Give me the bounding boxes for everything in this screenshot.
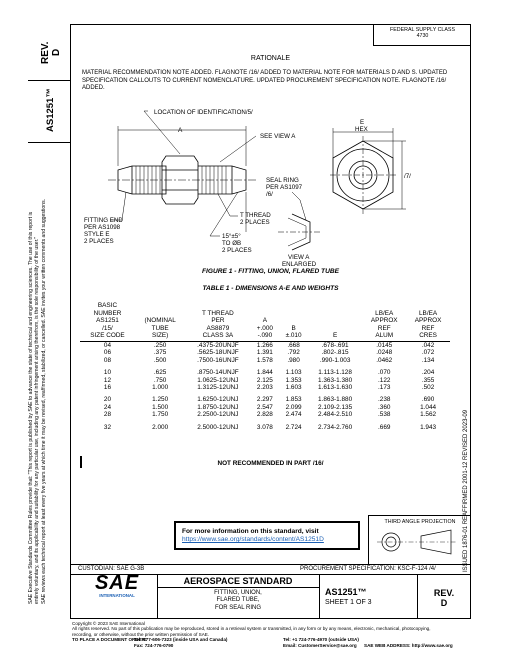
- figure-caption: FIGURE 1 - FITTING, UNION, FLARED TUBE: [201, 268, 339, 275]
- table-cell: 1.863-1.880: [318, 396, 353, 404]
- table-cell: 2.2500-12UNJ: [197, 411, 239, 419]
- table-cell: .4375-20UNJF: [197, 341, 239, 349]
- disclaimer-line-1: SAE Executive Standards Committee Rules provide that: "This report is published by SAE to advance the state of technical and engineering sciences. The use of this report is: [28, 211, 34, 604]
- fsc-number: 4730: [416, 33, 429, 40]
- table-cell: 2.109-2.135: [318, 403, 353, 411]
- table-cell: 1.113-1.128: [318, 369, 352, 377]
- footer-rev-label: REV.: [433, 588, 455, 598]
- header-line: T THREAD: [202, 309, 234, 317]
- rev-header-vertical: [40, 42, 62, 64]
- fitting-description: [157, 590, 319, 612]
- footer-top-line: [70, 564, 471, 565]
- table-cell: 1.844: [256, 369, 273, 377]
- table-cell: 1.943: [420, 423, 437, 431]
- copyright-line-2: All rights reserved. No part of this publication may be reproduced, stored in a retrieval system or transmitted, in any form or by any means, electronic, mechanical, photocopying,: [72, 626, 431, 632]
- header-line: PER: [211, 317, 225, 325]
- table-cell: 1.250: [152, 396, 169, 404]
- table-cell: .173: [378, 384, 391, 391]
- header-line: REF: [377, 324, 391, 332]
- table-cell: 2.547: [256, 403, 273, 411]
- fsc-label: FEDERAL SUPPLY CLASS: [390, 27, 455, 33]
- table-cell: 1.6250-12UNJ: [197, 396, 239, 404]
- table-cell: .668: [287, 341, 300, 349]
- disclaimer-line-2: entirely voluntary, and its applicability and suitability for any particular use, including any patent infringement arising therefrom, is the sole responsibility of the user.": [34, 236, 41, 604]
- header-line: CLASS 3A: [202, 332, 234, 340]
- table-header-cell: [185, 302, 250, 341]
- table-cell: .8750-14UNJF: [197, 369, 239, 377]
- table-row: [80, 391, 450, 403]
- view-a-line-2: ENLARGED: [282, 261, 317, 268]
- sae-logo-sub: INTERNATIONAL: [99, 593, 135, 598]
- dim-a-label: A: [178, 127, 183, 134]
- table-cell: 06: [103, 349, 112, 357]
- header-line: /15/: [102, 324, 113, 332]
- dimensions-table: [80, 302, 450, 431]
- table-cell: .7500-16UNJF: [197, 356, 239, 364]
- rev-box-divider: [28, 80, 70, 81]
- table-cell: 1.363-1.380: [318, 376, 353, 384]
- header-line: APPROX: [370, 317, 398, 325]
- table-cell: 1.266: [256, 341, 273, 349]
- table-header-cell: [80, 302, 135, 341]
- table-row: [80, 404, 450, 411]
- table-cell: 32: [103, 423, 112, 431]
- table-header-cell: [308, 302, 362, 341]
- table-cell: .355: [421, 376, 435, 384]
- header-line: E: [332, 332, 338, 340]
- header-line: (NOMINAL: [144, 317, 176, 325]
- table-cell: .360: [378, 403, 391, 411]
- table-cell: .538: [378, 411, 391, 419]
- header-line: APPROX: [414, 317, 442, 325]
- header-line: REF: [421, 324, 435, 332]
- header-line: AS8879: [206, 324, 230, 332]
- table-header-cell: [362, 302, 406, 341]
- third-angle-box: [368, 515, 471, 564]
- table-cell: .134: [421, 356, 435, 364]
- table-cell: .0462: [376, 356, 393, 364]
- header-line: TUBE: [151, 324, 169, 332]
- table-cell: .802-.815: [321, 349, 349, 357]
- table-header-cell: [406, 302, 450, 341]
- table-cell: .122: [378, 376, 391, 384]
- table-cell: .990-1.003: [319, 356, 351, 364]
- third-angle-label: THIRD ANGLE PROJECTION: [384, 519, 456, 525]
- table-cell: .750: [153, 376, 167, 384]
- table-header-cell: [279, 302, 308, 341]
- tel-outside: Tel: +1 724-776-4970 (outside USA): [283, 637, 359, 642]
- fax: Fax: 724-776-0790: [134, 643, 174, 648]
- sheet-number: SHEET 1 OF 3: [325, 599, 372, 606]
- dim-e-label: E: [360, 119, 365, 126]
- header-line: NUMBER: [93, 309, 122, 317]
- copyright-line-1: Copyright © 2023 SAE International: [72, 621, 145, 626]
- header-line: CRES: [419, 332, 437, 340]
- table-row: [80, 364, 450, 376]
- table-cell: 2.125: [256, 376, 273, 384]
- angle-line-1: 15°±5°: [222, 233, 241, 240]
- t-thread-line-1: T THREAD: [240, 212, 271, 219]
- custodian: CUSTODIAN: SAE G-3B: [78, 566, 145, 572]
- sae-disclaimer-vertical: [28, 199, 47, 604]
- t-thread-line-2: 2 PLACES: [240, 219, 270, 226]
- copyright-block: [72, 621, 482, 637]
- table-cell: 2.484-2.510: [318, 411, 353, 419]
- table-cell: 20: [103, 396, 112, 404]
- table-cell: .0145: [376, 341, 393, 349]
- table-cell: 16: [103, 384, 112, 391]
- table-body: [80, 341, 450, 431]
- desc-line-2: FLARED TUBE,: [216, 597, 260, 604]
- seal-ring-line-3: /6/: [266, 191, 273, 198]
- table-row: [80, 349, 450, 356]
- desc-line-3: FOR SEAL RING: [214, 604, 262, 611]
- header-line: SIZE CODE: [90, 332, 125, 340]
- not-recommended-note: NOT RECOMMENDED IN PART /16/: [217, 460, 324, 467]
- table-cell: 1.391: [256, 349, 273, 357]
- table-cell: .042: [421, 341, 435, 349]
- footer-doc-number: AS1251™: [325, 587, 367, 597]
- header-line: -.090: [257, 332, 273, 340]
- header-line: LB/EA: [375, 309, 394, 317]
- location-id-label: LOCATION OF IDENTIFICATION/5/: [154, 109, 253, 116]
- table-cell: 04: [103, 341, 112, 349]
- sae-logo-text: SAE: [94, 572, 140, 594]
- table-cell: 12: [103, 376, 112, 384]
- table-cell: 1.0625-12UNJ: [197, 376, 239, 384]
- table-cell: 2.297: [256, 396, 273, 404]
- table-row: [80, 357, 450, 364]
- more-info-heading: For more information on this standard, visit: [182, 528, 319, 535]
- table-cell: 2.474: [285, 411, 302, 419]
- header-line: LB/EA: [419, 309, 438, 317]
- header-line: ±.010: [285, 332, 302, 340]
- fitting-drawing: [70, 96, 471, 268]
- rev-label: REV.: [40, 41, 51, 64]
- table-row: [80, 419, 450, 431]
- table-header-row: [80, 302, 450, 341]
- header-line: A: [262, 317, 267, 325]
- issue-dates-vertical: ISSUED 1876-01 REAFFIRMED 2001-12 REVISED 2023-09: [463, 409, 469, 572]
- table-cell: 1.613-1.630: [318, 384, 353, 391]
- header-line: B: [291, 324, 296, 332]
- table-cell: .250: [153, 341, 167, 349]
- table-cell: 1.562: [420, 411, 437, 419]
- fitting-end-line-4: 2 PLACES: [84, 238, 114, 245]
- hex-label: HEX: [355, 126, 368, 133]
- table-cell: .625: [153, 369, 167, 377]
- table-cell: .238: [378, 396, 391, 404]
- fsc-box: [373, 24, 471, 46]
- header-line: AS1251: [96, 317, 119, 325]
- table-caption: TABLE 1 - DIMENSIONS A-E AND WEIGHTS: [202, 285, 339, 292]
- table-cell: .0248: [376, 349, 393, 357]
- seal-ring-line-2: PER AS1097: [266, 184, 303, 191]
- table-cell: 2.000: [152, 423, 169, 431]
- table-cell: .5625-18UNJF: [197, 349, 239, 357]
- header-line: SIZE): [151, 332, 169, 340]
- table-header-cell: [135, 302, 185, 341]
- table-cell: 2.828: [256, 411, 273, 419]
- table-cell: 1.500: [152, 403, 169, 411]
- table-cell: .072: [421, 349, 435, 357]
- table-cell: .980: [287, 356, 300, 364]
- table-row: [80, 341, 450, 349]
- table-cell: 1.044: [420, 403, 437, 411]
- table-row: [80, 384, 450, 391]
- table-cell: 1.750: [152, 411, 169, 419]
- header-line: BASIC: [97, 302, 118, 309]
- table-cell: .204: [421, 369, 435, 377]
- header-line: ALUM: [375, 332, 394, 340]
- table-cell: 2.203: [256, 384, 273, 391]
- table-cell: .502: [421, 384, 435, 391]
- table-cell: 2.5000-12UNJ: [197, 423, 239, 431]
- table-cell: .375: [153, 349, 167, 357]
- table-cell: 2.099: [285, 403, 302, 411]
- table-cell: .669: [378, 423, 391, 431]
- doc-box-divider: [28, 142, 70, 143]
- more-info-link[interactable]: https://www.sae.org/standards/content/AS1251D: [182, 536, 324, 543]
- title-underline: [157, 587, 319, 588]
- table-cell: 2.724: [285, 423, 302, 431]
- table-cell: 1.578: [256, 356, 273, 364]
- header-line: +.000: [256, 324, 273, 332]
- web-address[interactable]: SAE WEB ADDRESS: http://www.sae.org: [364, 643, 453, 648]
- fitting-end-line-3: STYLE E: [84, 231, 110, 238]
- view-a-line-1: VIEW A: [288, 254, 310, 261]
- email[interactable]: Email: CustomerService@sae.org: [283, 643, 357, 648]
- table-cell: 2.734-2.760: [318, 423, 353, 431]
- table-cell: 1.603: [285, 384, 302, 391]
- footer-divider-2: [319, 574, 320, 619]
- table-cell: .678-.691: [321, 341, 349, 349]
- table-cell: .792: [287, 349, 300, 357]
- fitting-end-line-2: PER AS1098: [84, 224, 121, 231]
- table-cell: 1.000: [152, 384, 169, 391]
- table-cell: 1.853: [285, 396, 302, 404]
- table-cell: 10: [103, 369, 112, 377]
- table-row: [80, 411, 450, 418]
- more-info-box: [174, 521, 360, 550]
- doc-number-vertical: AS1251™: [45, 88, 56, 132]
- third-angle-symbol: [369, 525, 470, 559]
- angle-line-3: 2 PLACES: [222, 247, 252, 254]
- table-cell: .070: [378, 369, 391, 377]
- table-cell: 1.8750-12UNJ: [197, 403, 239, 411]
- see-view-a-label: SEE VIEW A: [260, 133, 296, 140]
- angle-line-2: TO ØB: [222, 240, 242, 247]
- dim-7-label: /7/: [404, 173, 411, 180]
- tel-us: Tel: 877-606-7323 (inside USA and Canada): [134, 637, 228, 642]
- table-cell: 1.353: [285, 376, 302, 384]
- rev-value: D: [51, 48, 62, 56]
- fitting-end-line-1: FITTING END: [84, 217, 123, 224]
- desc-line-1: FITTING, UNION,: [214, 590, 262, 596]
- table-cell: 1.103: [285, 369, 302, 377]
- table-row: [80, 377, 450, 384]
- sae-logo: [86, 573, 148, 603]
- footer-rev-box: [417, 588, 471, 608]
- rationale-body: MATERIAL RECOMMENDATION NOTE ADDED. FLAGNOTE /16/ ADDED TO MATERIAL NOTE FOR MATERIALS D AND S. UPDATED SPECIFICATION CALLOUTS TO CURRENT NOMENCLATURE. UPDATED PROCUREMENT SPECIFICATION NOTE. FLAGNOTE /16/ ADDED.: [82, 70, 448, 92]
- seal-ring-line-1: SEAL RING: [266, 177, 299, 184]
- rationale-title: RATIONALE: [250, 55, 291, 62]
- aerospace-standard-title: AEROSPACE STANDARD: [183, 576, 293, 586]
- disclaimer-line-3: SAE reviews each technical report at least every five years at which time it may be revised, reaffirmed, stabilized, or cancelled. SAE invites your written comments and suggestions.: [40, 198, 47, 604]
- table-cell: .500: [153, 356, 167, 364]
- procurement-spec: PROCUREMENT SPECIFICATION: KSC-F-124 /4/: [300, 566, 436, 572]
- footer-rev-value: D: [440, 598, 448, 608]
- order-label: TO PLACE A DOCUMENT ORDER:: [72, 637, 147, 642]
- table-cell: 1.3125-12UNJ: [197, 384, 239, 391]
- table-header-cell: [250, 302, 279, 341]
- table-cell: .690: [421, 396, 435, 404]
- table-cell: 08: [103, 356, 112, 364]
- table-cell: 28: [103, 411, 112, 419]
- table-cell: 24: [103, 403, 112, 411]
- copyright-line-3: recording, or otherwise, without the prior written permission of SAE.: [72, 631, 210, 637]
- table-cell: 3.078: [256, 423, 273, 431]
